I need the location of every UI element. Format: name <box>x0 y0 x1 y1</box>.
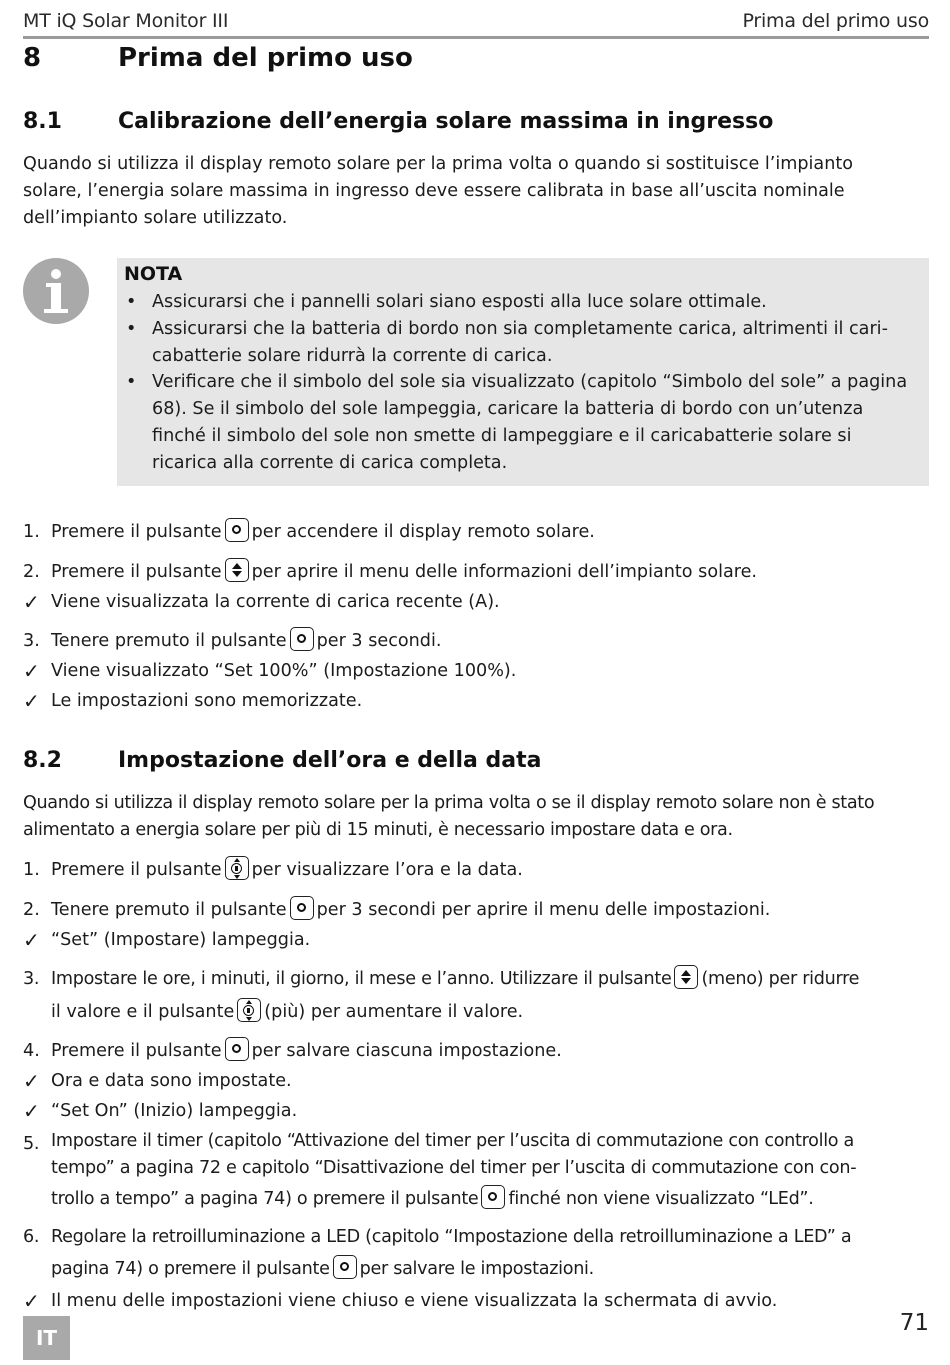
intro-line: Quando si utilizza il display remoto solare per la prima volta o quando si sostituisce l’impianto <box>23 154 854 174</box>
step-2: 2. Premere il pulsante per aprire il menu delle informazioni dell’impianto solare. <box>23 556 929 588</box>
check-icon: ✓ <box>23 928 40 952</box>
chapter-title: Prima del primo uso <box>118 43 413 73</box>
note-item: • Verificare che il simbolo del sole sia visualizzato (capitolo “Simbolo del sole” a pagina 68). Se il simbolo del sole lampeggia, caricare la batteria di bordo con un’utenza finché il simbolo del sole non smette di lampeggiare e il caricabatterie solare si ricarica alla corrente di carica completa. <box>126 372 908 473</box>
sun-button-icon <box>225 856 249 880</box>
header-section-name: Prima del primo uso <box>742 10 929 32</box>
intro-line: alimentato a energia solare per più di 15 minuti, è necessario impostare data e ora. <box>23 819 733 840</box>
info-icon <box>23 258 89 324</box>
intro-line: dell’impianto solare utilizzato. <box>23 207 288 228</box>
check-icon: ✓ <box>23 590 40 614</box>
power-button-icon <box>290 896 314 920</box>
step-2: 2. Tenere premuto il pulsante per 3 secondi per aprire il menu delle impostazioni. <box>23 894 929 926</box>
section-title: Impostazione dell’ora e della data <box>118 748 542 773</box>
power-button-icon <box>225 518 249 542</box>
step-3: 3. Impostare le ore, i minuti, il giorno, il mese e l’anno. Utilizzare il pulsante (meno) per ridurre <box>23 963 929 995</box>
section-number: 8.2 <box>23 748 62 773</box>
step-3: 3. Tenere premuto il pulsante per 3 secondi. <box>23 625 929 657</box>
note-item: • Assicurarsi che la batteria di bordo non sia completamente carica, altrimenti il cari-cabatterie solare ridurrà la corrente di carica. <box>126 318 888 366</box>
note-title: NOTA <box>124 263 183 285</box>
step-6: 6. Regolare la retroilluminazione a LED (capitolo “Impostazione della retroilluminazione a LED” a pagina 74) o premere il pulsante per salvare le impostazioni. <box>23 1227 852 1279</box>
note-list <box>124 289 919 477</box>
note-item: • Assicurarsi che i pannelli solari siano esposti alla luce solare ottimale. <box>126 292 767 312</box>
step-4: 4. Premere il pulsante per salvare ciascuna impostazione. <box>23 1035 929 1067</box>
result-line: ✓ Il menu delle impostazioni viene chiuso e viene visualizzata la schermata di avvio. <box>23 1285 929 1317</box>
section-title: Calibrazione dell’energia solare massima in ingresso <box>118 109 774 134</box>
sun-button-icon <box>237 998 261 1022</box>
power-button-icon <box>481 1185 505 1209</box>
intro-line: solare, l’energia solare massima in ingresso deve essere calibrata in base all’uscita nominale <box>23 180 845 201</box>
chapter-number: 8 <box>23 43 42 73</box>
check-icon: ✓ <box>23 1289 40 1313</box>
result-line: ✓ Ora e data sono impostate. <box>23 1065 929 1097</box>
section-8-1-intro <box>23 151 929 231</box>
up-down-button-icon <box>674 965 698 989</box>
result-line: ✓ “Set” (Impostare) lampeggia. <box>23 924 929 956</box>
step-3-continued: il valore e il pulsante (più) per aumentare il valore. <box>23 996 929 1028</box>
header-product-name: MT iQ Solar Monitor III <box>23 10 229 32</box>
page-number: 71 <box>899 1310 929 1336</box>
step-1: 1. Premere il pulsante per visualizzare l’ora e la data. <box>23 854 929 886</box>
manual-page <box>23 0 929 1365</box>
step-1: 1. Premere il pulsante per accendere il display remoto solare. <box>23 516 929 548</box>
intro-line: Quando si utilizza il display remoto solare per la prima volta o se il display remoto solare non è stato <box>23 793 875 813</box>
check-icon: ✓ <box>23 689 40 713</box>
running-header <box>23 6 929 39</box>
result-line: ✓ Viene visualizzato “Set 100%” (Impostazione 100%). <box>23 655 929 687</box>
check-icon: ✓ <box>23 1099 40 1123</box>
up-down-button-icon <box>225 558 249 582</box>
note-box <box>117 258 929 486</box>
result-line: ✓ Le impostazioni sono memorizzate. <box>23 685 929 717</box>
result-line: ✓ Viene visualizzata la corrente di carica recente (A). <box>23 586 929 618</box>
power-button-icon <box>290 627 314 651</box>
check-icon: ✓ <box>23 1069 40 1093</box>
step-5: 5. Impostare il timer (capitolo “Attivazione del timer per l’uscita di commutazione con controllo a tempo” a pagina 72 e capitolo “Disattivazione del timer per l’uscita di commutazione con con- trollo a tempo” a pagina 74) o premere il pulsante finché non viene visualizzato “LEd”. <box>23 1131 857 1209</box>
check-icon: ✓ <box>23 659 40 683</box>
section-8-2-intro <box>23 790 929 844</box>
result-line: ✓ “Set On” (Inizio) lampeggia. <box>23 1095 929 1127</box>
section-number: 8.1 <box>23 109 62 134</box>
language-tab: IT <box>23 1316 70 1360</box>
power-button-icon <box>333 1255 357 1279</box>
power-button-icon <box>225 1037 249 1061</box>
